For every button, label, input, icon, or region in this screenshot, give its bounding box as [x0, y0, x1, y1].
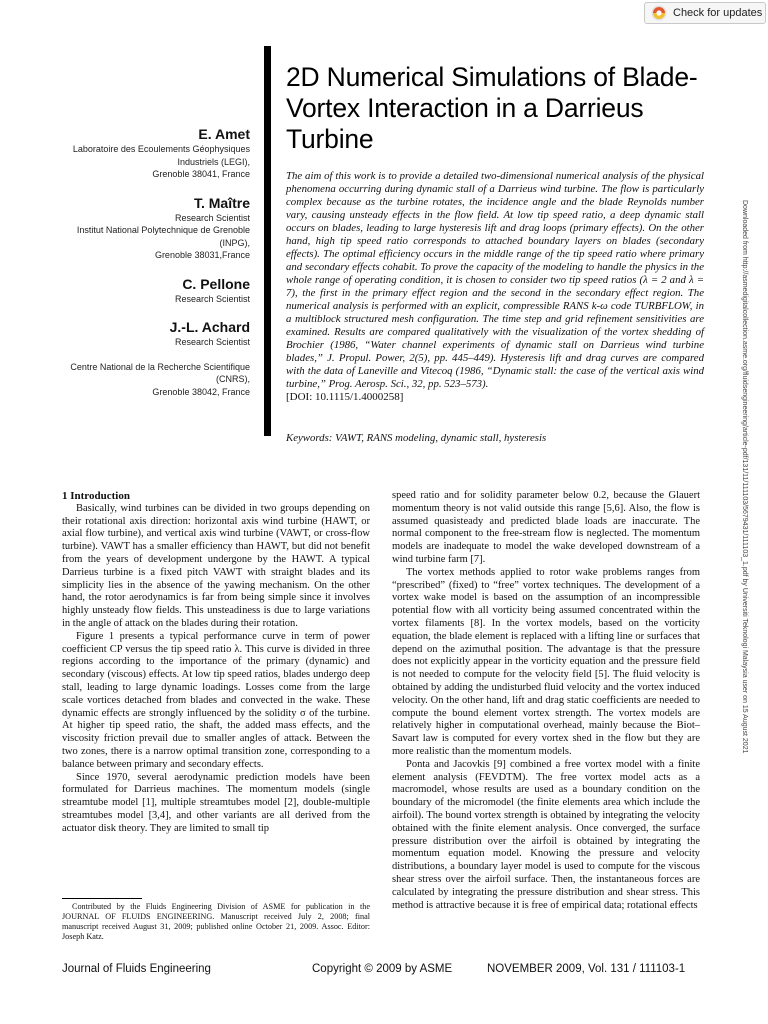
footer-issue: NOVEMBER 2009, Vol. 131 / 111103-1	[487, 963, 686, 975]
update-icon	[651, 5, 667, 21]
affiliation-line: (INPG),	[219, 237, 250, 248]
footnote: Contributed by the Fluids Engineering Division of ASME for publication in the JOURNAL OF FLUIDS ENGINEERING. Manuscript received July 2, 2008; final manuscript received August 31, 2009; published online October 21, 2009. Assoc. Editor: Joseph Katz.	[62, 902, 370, 941]
title-accent-bar	[264, 46, 271, 436]
paragraph: Basically, wind turbines can be divided in two groups depending on their rotational axis direction: horizontal axis wind turbine (HAWT, or axial flow turbine), and vertical axis wind turbine (VAWT, or cross-flow turbine). VAWT has a smaller efficiency than HAWT, but did not benefit from the years of development undergone by the HAWT. A typical Darrieus turbine is a fixed pitch VAWT with straight blades and its simplicity lies in the absence of the yawing mechanism. On the other hand, the rotor aerodynamics is far from being simple since it involves highly unsteady flow fields. This unsteadiness is due to large variations in the angle of attack on the blades during their rotation.	[62, 502, 370, 629]
footer-copyright: Copyright © 2009 by ASME	[312, 963, 453, 975]
paragraph: speed ratio and for solidity parameter below 0.2, because the Glauert momentum theory is not valid outside this range [5,6]. Also, the flow is assumed quasisteady and predicted blade loads are inaccurate. The normal component to the free-stream flow is neglected. The momentum models are inadequate to model the wake developed downstream of a wind turbine farm [7].	[392, 490, 700, 565]
affiliation-line: Grenoble 38042, France	[152, 386, 250, 397]
author-2	[60, 195, 250, 262]
affiliation-line: Institut National Polytechnique de Grenoble	[76, 225, 250, 235]
affiliation-line: Industriels (LEGI),	[177, 156, 250, 167]
author-name: E. Amet	[198, 126, 250, 142]
affiliation-line: (CNRS),	[216, 374, 250, 384]
download-notice-text: Downloaded from http://asmedigitalcollection.asme.org/fluidsengineering/article-pdf/131/11/111103/5679431/111103_1.pdf by Universiti Teknologi Malaysia user on 15 August 2021	[741, 200, 748, 754]
affiliation-line: Research Scientist	[174, 293, 250, 304]
check-for-updates-label: Check for updates	[673, 7, 763, 19]
affiliation-line: Grenoble 38041, France	[152, 169, 250, 179]
doi-link[interactable]: [DOI: 10.1115/1.4000258]	[286, 391, 404, 403]
abstract	[286, 170, 704, 404]
affiliation-line: Research Scientist	[174, 337, 250, 347]
keywords: Keywords: VAWT, RANS modeling, dynamic stall, hysteresis	[286, 432, 547, 444]
paragraph: Figure 1 presents a typical performance curve in term of power coefficient CP versus the tip speed ratio λ. This curve is divided in three regions according to the importance of the primary (dynamic) and secondary (viscous) effects. At low tip speed ratios, blades undergo deep stall, leading to large dynamic loadings. Losses come from the large scale vortices detached from blades and convected in the wake. These dynamic effects are strongly influenced by the solidity σ of the turbine. At higher tip speed ratio, the shaft, the added mass effects, and the viscosity friction prevail due to smaller angles of attack. Between the two zones, there is a narrow optimal transition zone, corresponding to a balance between primary and secondary effects.	[62, 630, 370, 770]
section-heading: 1 Introduction	[62, 490, 130, 502]
affiliation-line: Centre National de la Recherche Scientifique	[70, 361, 250, 372]
author-4	[60, 319, 250, 398]
paragraph: The vortex methods applied to rotor wake problems ranges from “prescribed” (fixed) to “free” vortex techniques. The development of a vortex wake model is based on the assumption of an incompressible potential flow with all vorticity being assumed concentrated within the vortex filaments [8]. In the vortex models, based on the vorticity equation, the blade element is replaced with a lifting line or surfaces that depend on the azimuthal position. The advantage is that the pressure does not explicitly appear in the vorticity equation and the pressure field is not needed to compute for the velocity field [5]. The fluid velocity is obtained by adding the undisturbed fluid velocity and the vortex induced velocity. On the other hand, lift and drag static coefficients are needed to compute the bound element vortex strength. The vortex models are relatively higher in computational overhead, mainly because the Biot–Savart law is computed for every vortex shed in the flow but they are more realistic than the momentum models.	[392, 566, 700, 757]
author-3	[60, 276, 250, 306]
paper-title: 2D Numerical Simulations of Blade-Vortex Interaction in a Darrieus Turbine	[286, 62, 698, 154]
author-name: J.-L. Achard	[169, 319, 250, 335]
abstract-text: The aim of this work is to provide a detailed two-dimensional numerical analysis of the physical phenomena occurring during dynamic stall of a Darrieus wind turbine. The flow is particularly complex because as the turbine rotates, the incidence angle and the blade Reynolds number vary, causing unsteady effects in the flow field. At low tip speed ratio, a deep dynamic stall occurs on blades, leading to large hysteresis lift and drag loops (primary effects). On the other hand, high tip speed ratio corresponds to attached boundary layers on blades (secondary effects). The optimal efficiency occurs in the middle range of the tip speed ratio where primary and secondary effects cohabit. To prove the capacity of the modeling to handle the physics in the whole range of operating condition, it is chosen to consider two tip speed ratios (λ = 2 and λ = 7), the first in the primary effect region and the second in the secondary effect region. The numerical analysis is performed with an explicit, compressible RANS k-ω code TURBFLOW, in a multiblock structured mesh configuration. The time step and grid refinement sensitivities are examined. Results are compared qualitatively with the visualization of the vortex shedding of Brochier (1986, “Water channel experiments of dynamic stall on Darrieus wind turbine blades,” J. Propul. Power, 2(5), pp. 445–449). Hysteresis lift and drag curves are compared with the data of Laneville and Vitecoq (1986, “Dynamic stall: the case of the vertical axis wind turbine,” Prog. Aerosp. Sci., 32, pp. 523–573).	[286, 170, 704, 390]
author-name: C. Pellone	[182, 275, 250, 292]
author-name: T. Maître	[193, 194, 250, 211]
affiliation-line: Grenoble 38031,France	[154, 250, 250, 260]
affiliation-spacer	[60, 349, 250, 361]
author-1	[60, 126, 250, 181]
body-column-right	[392, 490, 700, 912]
body-column-left	[62, 490, 370, 836]
download-notice	[734, 200, 750, 840]
paragraph: Ponta and Jacovkis [9] combined a free vortex model with a finite element analysis (FEVDTM). The free vortex model acts as a macromodel, whose results are used as a boundary condition on the boundary of the micromodel (the finite elements area which include the airfoil). The bound vortex strength is obtained by integrating the velocity obtained with the finite element analysis. Once converged, the surface pressure distribution over the airfoil is obtained by integrating the momentum equation model. Knowing the pressure and velocity distributions, a boundary layer model is used to compute for the viscous shear stress over the airfoil surface. Then, the instantaneous forces are calculated by integrating the pressure distribution and shear stress. This method is attractive because it is free of empirical data; rotational effects	[392, 758, 700, 911]
affiliation-line: Research Scientist	[174, 212, 250, 223]
paragraph: Since 1970, several aerodynamic prediction models have been formulated for Darrieus machines. The momentum models (single streamtube model [1], multiple streamtubes model [2], double-multiple streamtubes model [3,4], and other variants are all derived from the actuator disk theory. They are limited to small tip	[62, 771, 370, 834]
footnote-rule	[62, 898, 142, 899]
footer-journal: Journal of Fluids Engineering	[62, 963, 211, 975]
check-for-updates-button[interactable]	[644, 2, 766, 24]
affiliation-line: Laboratoire des Ecoulements Géophysiques	[72, 144, 250, 154]
author-block	[60, 126, 250, 412]
